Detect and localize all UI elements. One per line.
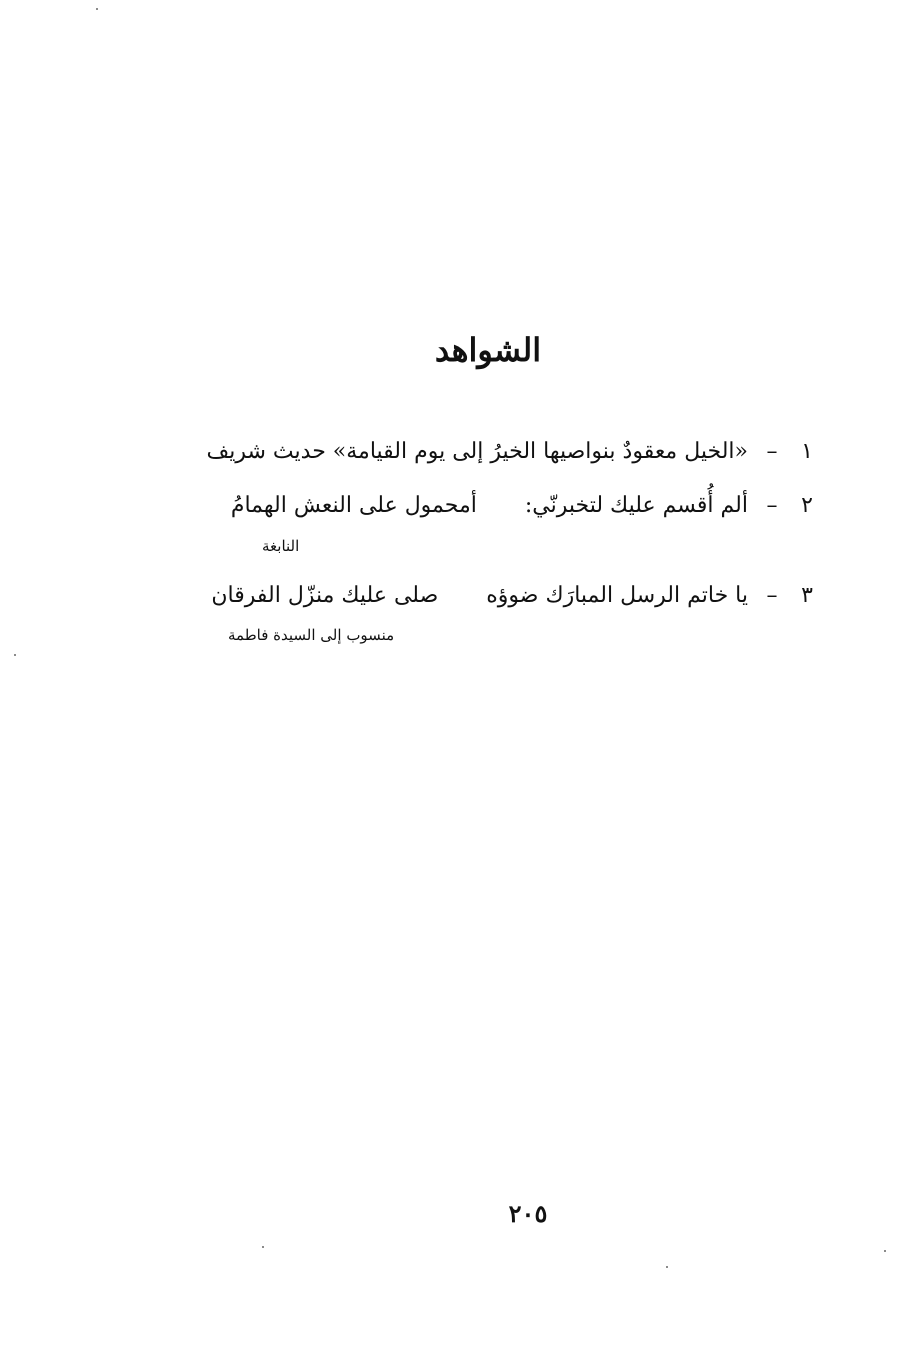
scan-speck xyxy=(262,1246,264,1248)
scan-speck xyxy=(884,1250,886,1252)
item-dash: – xyxy=(766,583,778,608)
witness-item-1 xyxy=(206,436,818,468)
verse-first-hemistich: يا خاتم الرسل المبارَك ضوؤه xyxy=(486,583,748,608)
scan-speck xyxy=(14,654,16,656)
page-number: ٢٠٥ xyxy=(508,1199,548,1228)
witness-item-3 xyxy=(211,580,818,612)
verse-attribution: النابغة xyxy=(262,537,300,555)
item-number: ١ xyxy=(801,439,813,464)
item-number: ٢ xyxy=(801,493,813,518)
verse-attribution: منسوب إلى السيدة فاطمة xyxy=(228,626,395,644)
scan-speck xyxy=(96,8,98,10)
scan-speck xyxy=(666,1266,668,1268)
verse-first-hemistich: ألم أُقسم عليك لتخبرنّي: xyxy=(524,493,748,518)
hadith-text: «الخيل معقودٌ بنواصيها الخيرُ إلى يوم القيامة» حديث شريف xyxy=(206,439,748,464)
section-heading: الشواهد xyxy=(434,331,542,369)
item-number: ٣ xyxy=(801,583,813,608)
witness-item-2 xyxy=(231,490,818,522)
item-dash: – xyxy=(766,493,778,518)
verse-second-hemistich: صلى عليك منزّل الفرقان xyxy=(211,583,439,608)
item-dash: – xyxy=(766,439,778,464)
verse-second-hemistich: أمحمول على النعش الهمامُ xyxy=(230,493,477,518)
